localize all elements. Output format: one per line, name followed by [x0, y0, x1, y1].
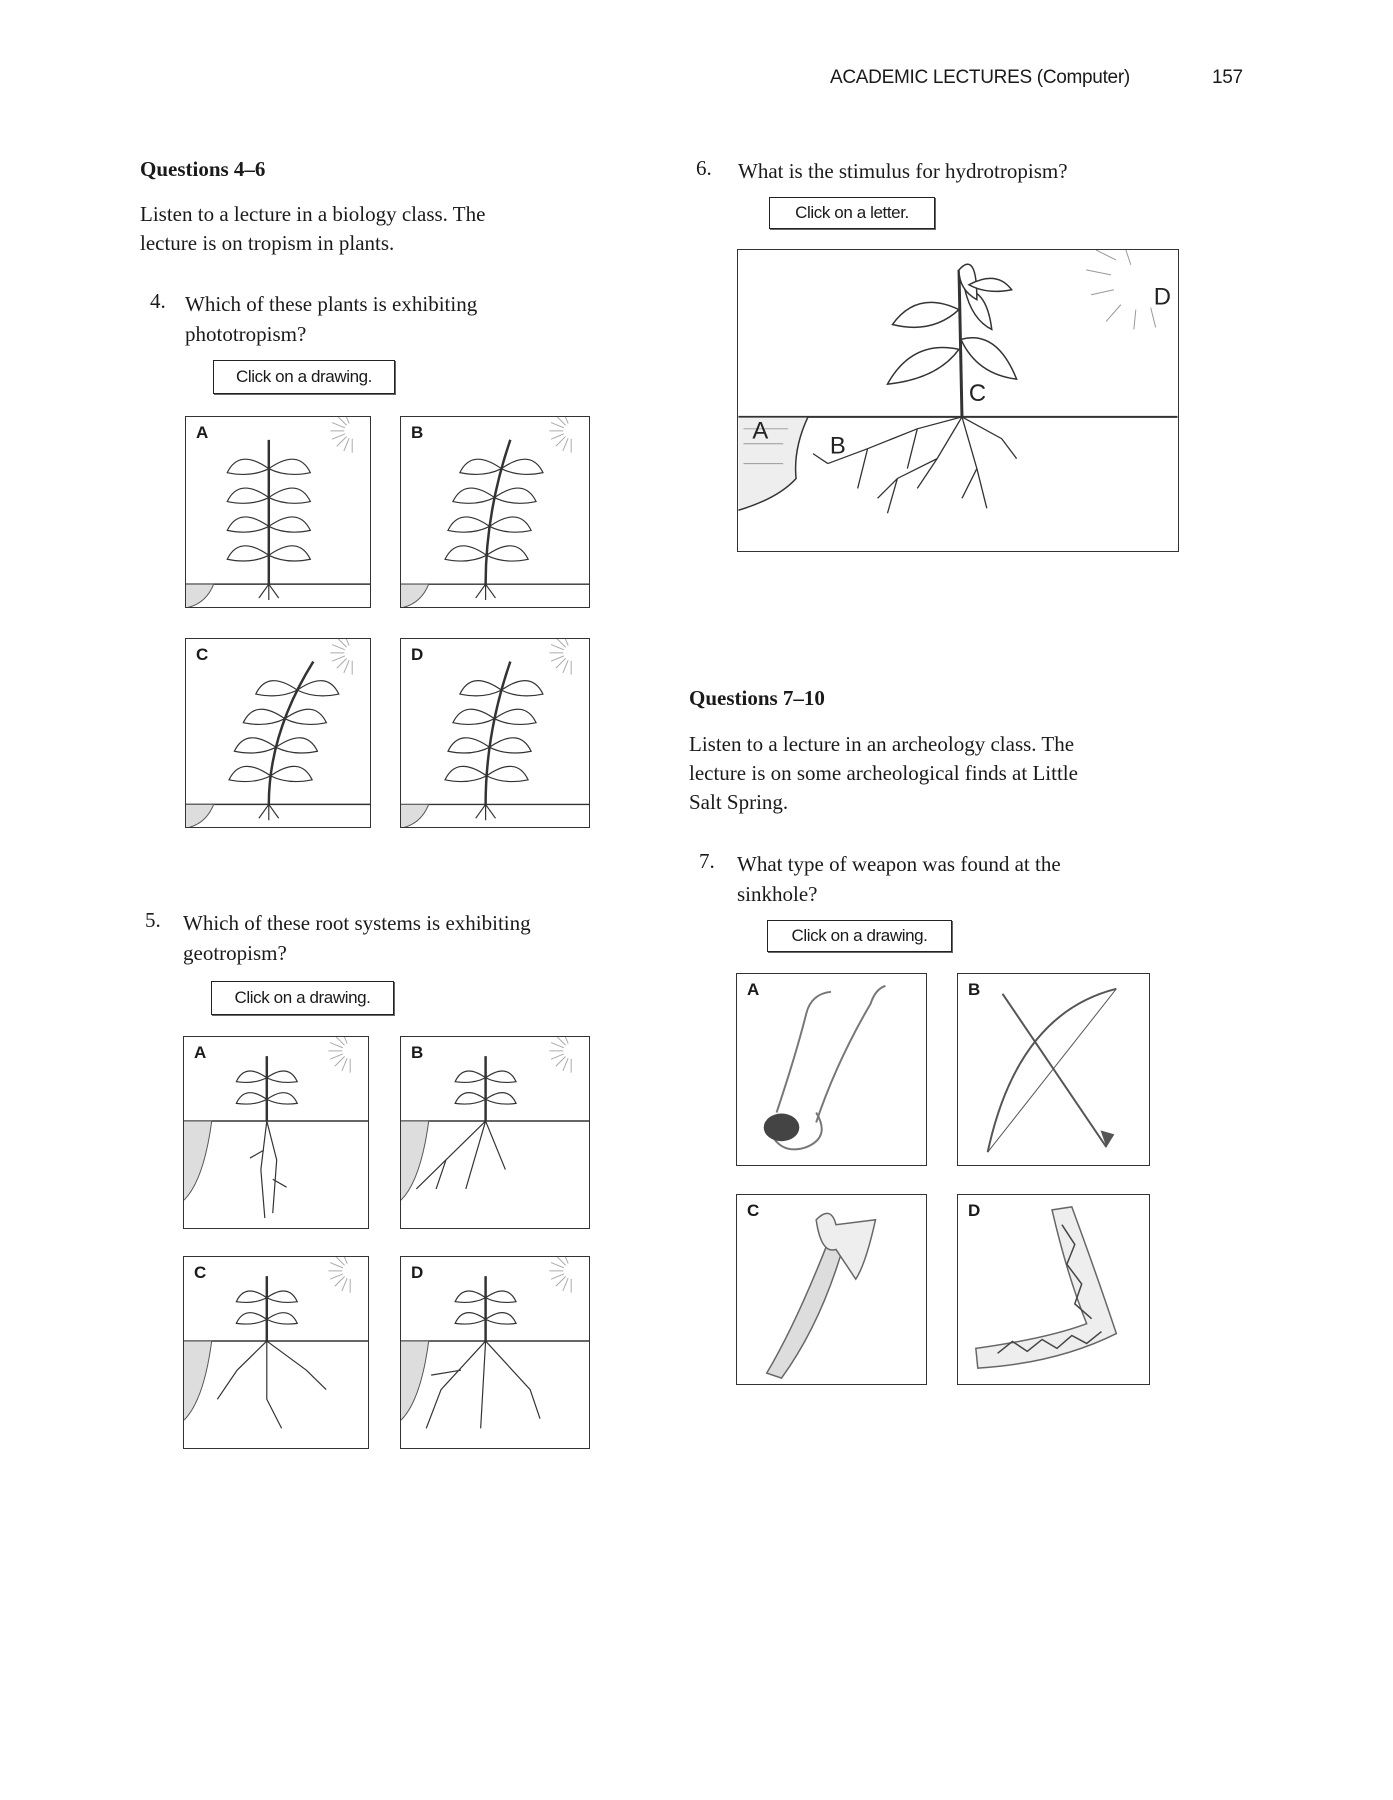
page-number: 157: [1212, 67, 1243, 88]
question-number: 6.: [696, 156, 712, 180]
q6-instruction-button[interactable]: Click on a letter.: [769, 197, 935, 229]
section-heading-4-6: Questions 4–6: [140, 157, 266, 181]
hydro-label-b[interactable]: B: [829, 432, 846, 460]
question-line: geotropism?: [183, 941, 287, 965]
option-label: B: [411, 1043, 424, 1062]
boomerang-icon: [958, 1195, 1149, 1384]
weapon-option-d[interactable]: [957, 1194, 1150, 1385]
option-label: D: [968, 1201, 981, 1220]
plant-illustration: [186, 639, 370, 827]
section-heading-7-10: Questions 7–10: [689, 686, 825, 710]
intro-line: lecture is on some archeological finds at Little: [689, 761, 1078, 785]
root-option-b[interactable]: [400, 1036, 590, 1229]
option-label: C: [196, 645, 209, 664]
option-label: C: [747, 1201, 760, 1220]
plant-illustration: [184, 1257, 368, 1448]
root-option-a[interactable]: [183, 1036, 369, 1229]
weapon-option-b[interactable]: [957, 973, 1150, 1166]
running-title: ACADEMIC LECTURES (Computer): [830, 67, 1130, 88]
option-label: D: [411, 1263, 424, 1282]
plant-illustration: [401, 1257, 589, 1448]
q5-instruction-button[interactable]: Click on a drawing.: [211, 981, 394, 1015]
root-option-c[interactable]: [183, 1256, 369, 1449]
question-5-text: [183, 908, 531, 968]
section-intro-biology: [140, 200, 485, 258]
plant-option-d[interactable]: [400, 638, 590, 828]
option-label: B: [968, 980, 981, 999]
question-6-text: What is the stimulus for hydrotropism?: [738, 159, 1068, 183]
tomahawk-icon: [737, 1195, 926, 1384]
option-label: A: [196, 423, 209, 442]
plant-option-c[interactable]: [185, 638, 371, 828]
bow-and-arrow-icon: [958, 974, 1149, 1165]
plant-illustration: [401, 1037, 589, 1228]
weapon-option-a[interactable]: [736, 973, 927, 1166]
hydro-label-a[interactable]: A: [752, 417, 769, 445]
intro-line: Listen to a lecture in an archeology class. The: [689, 732, 1075, 756]
question-7-text: [737, 849, 1061, 909]
option-label: C: [194, 1263, 207, 1282]
plant-illustration: [401, 417, 589, 607]
question-line: phototropism?: [185, 322, 307, 346]
section-intro-archeology: [689, 730, 1078, 817]
plant-option-b[interactable]: [400, 416, 590, 608]
weapon-option-c[interactable]: [736, 1194, 927, 1385]
sling-icon: [737, 974, 926, 1165]
question-number: 7.: [699, 849, 715, 873]
question-number: 4.: [150, 289, 166, 313]
plant-illustration: [401, 639, 589, 827]
question-line: Which of these root systems is exhibiting: [183, 911, 531, 935]
plant-illustration: [184, 1037, 368, 1228]
intro-line: lecture is on tropism in plants.: [140, 231, 395, 255]
option-label: B: [411, 423, 424, 442]
question-line: What type of weapon was found at the: [737, 852, 1061, 876]
question-line: Which of these plants is exhibiting: [185, 292, 478, 316]
hydrotropism-illustration: [738, 250, 1178, 551]
question-4-text: [185, 289, 477, 349]
plant-illustration: [186, 417, 370, 607]
intro-line: Listen to a lecture in a biology class. The: [140, 202, 486, 226]
intro-line: Salt Spring.: [689, 790, 789, 814]
plant-option-a[interactable]: [185, 416, 371, 608]
root-option-d[interactable]: [400, 1256, 590, 1449]
hydro-label-c[interactable]: C: [968, 379, 987, 407]
question-line: sinkhole?: [737, 882, 818, 906]
option-label: A: [747, 980, 760, 999]
hydrotropism-diagram: [737, 249, 1179, 552]
option-label: A: [194, 1043, 207, 1062]
option-label: D: [411, 645, 424, 664]
question-number: 5.: [145, 908, 161, 932]
hydro-label-d[interactable]: D: [1153, 283, 1171, 311]
q7-instruction-button[interactable]: Click on a drawing.: [767, 920, 952, 952]
q4-instruction-button[interactable]: Click on a drawing.: [213, 360, 395, 394]
